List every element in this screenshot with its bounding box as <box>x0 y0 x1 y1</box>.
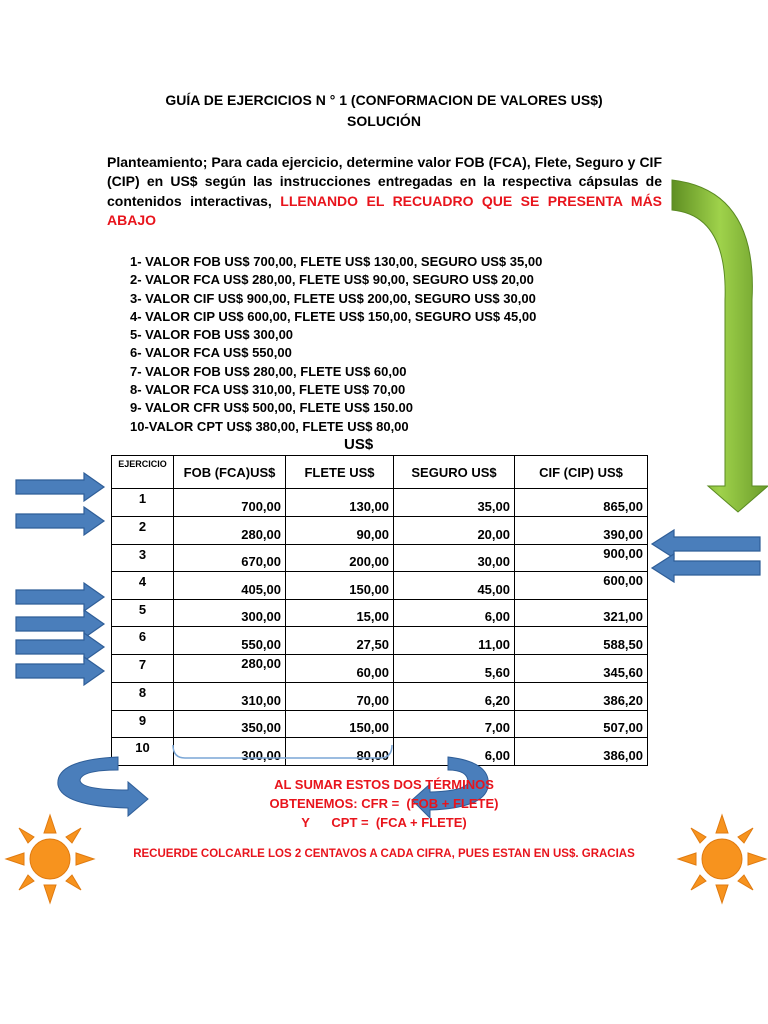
table-cell: 390,00 <box>515 517 648 545</box>
table-cell: 550,00 <box>174 627 286 655</box>
exercise-item: 4- VALOR CIP US$ 600,00, FLETE US$ 150,00, SEGURO US$ 45,00 <box>130 308 537 324</box>
sum-line-1: AL SUMAR ESTOS DOS TÉRMINOS <box>274 777 494 792</box>
title-line-1: GUÍA DE EJERCICIOS N ° 1 (CONFORMACION DE VALORES US$) <box>165 92 603 108</box>
table-cell: 350,00 <box>174 710 286 738</box>
table-cell: 9 <box>112 710 174 738</box>
table-cell: 5 <box>112 599 174 627</box>
exercise-item: 7- VALOR FOB US$ 280,00, FLETE US$ 60,00 <box>130 363 407 379</box>
bracket-icon <box>173 745 392 758</box>
table-header-cell: FOB (FCA)US$ <box>174 456 286 489</box>
table-cell: 15,00 <box>286 599 394 627</box>
table-cell: 321,00 <box>515 599 648 627</box>
table-caption: US$ <box>344 436 374 453</box>
table-cell: 280,00 <box>174 517 286 545</box>
table-cell: 600,00 <box>515 572 648 600</box>
problem-text: Planteamiento; Para cada ejercicio, determine valor FOB (FCA), Flete, Seguro y CIF (CIP) en US$ según las instrucciones entregadas en la respectiva cápsulas de contenidos interactivas, <box>107 154 662 209</box>
table-cell: 90,00 <box>286 517 394 545</box>
exercise-item: 6- VALOR FCA US$ 550,00 <box>130 345 292 361</box>
table-cell: 386,00 <box>515 738 648 766</box>
table-cell: 4 <box>112 572 174 600</box>
table-cell: 8 <box>112 682 174 710</box>
table-cell: 45,00 <box>394 572 515 600</box>
reminder-note: RECUERDE COLCARLE LOS 2 CENTAVOS A CADA CIFRA, PUES ESTAN EN US$. GRACIAS <box>133 848 635 860</box>
table-cell: 386,20 <box>515 682 648 710</box>
table-cell: 7,00 <box>394 710 515 738</box>
table-cell: 670,00 <box>174 544 286 572</box>
table-cell: 507,00 <box>515 710 648 738</box>
table-cell: 865,00 <box>515 489 648 517</box>
table-cell: 27,50 <box>286 627 394 655</box>
table-cell: 60,00 <box>286 654 394 682</box>
table-cell: 300,00 <box>174 738 286 766</box>
table-cell: 10 <box>112 738 174 766</box>
table-cell: 200,00 <box>286 544 394 572</box>
table-cell: 5,60 <box>394 654 515 682</box>
table-cell: 7 <box>112 654 174 682</box>
table-cell: 30,00 <box>394 544 515 572</box>
table-cell: 345,60 <box>515 654 648 682</box>
exercise-item: 10-VALOR CPT US$ 380,00, FLETE US$ 80,00 <box>130 418 409 434</box>
table-cell: 6 <box>112 627 174 655</box>
table-cell: 900,00 <box>515 544 648 572</box>
sum-line-3: Y CPT = (FCA + FLETE) <box>301 815 467 830</box>
sun-icon <box>4 813 96 905</box>
sum-explanation <box>0 775 768 832</box>
table-cell: 80,00 <box>286 738 394 766</box>
table-cell: 405,00 <box>174 572 286 600</box>
sum-line-2: OBTENEMOS: CFR = (FOB + FLETE) <box>269 796 499 811</box>
table-cell: 20,00 <box>394 517 515 545</box>
table-cell: 1 <box>112 489 174 517</box>
table-cell: 310,00 <box>174 682 286 710</box>
table-cell: 700,00 <box>174 489 286 517</box>
table-cell: 6,00 <box>394 599 515 627</box>
table-cell: 150,00 <box>286 710 394 738</box>
problem-highlight: LLENANDO EL RECUADRO QUE SE PRESENTA MÁS ABAJO <box>107 192 663 228</box>
table-cell: 588,50 <box>515 627 648 655</box>
exercise-item: 9- VALOR CFR US$ 500,00, FLETE US$ 150.00 <box>130 400 413 416</box>
exercise-item: 3- VALOR CIF US$ 900,00, FLETE US$ 200,00, SEGURO US$ 30,00 <box>130 290 536 306</box>
table-cell: 130,00 <box>286 489 394 517</box>
table-cell: 6,00 <box>394 738 515 766</box>
exercise-item: 2- VALOR FCA US$ 280,00, FLETE US$ 90,00, SEGURO US$ 20,00 <box>130 272 534 288</box>
exercise-item: 5- VALOR FOB US$ 300,00 <box>130 327 294 343</box>
table-header-cell: SEGURO US$ <box>394 456 515 489</box>
exercise-item: 1- VALOR FOB US$ 700,00, FLETE US$ 130,00, SEGURO US$ 35,00 <box>130 254 543 269</box>
table-header-cell: EJERCICIO <box>112 456 174 489</box>
table-header-cell: CIF (CIP) US$ <box>515 456 648 489</box>
table-header-cell: FLETE US$ <box>286 456 394 489</box>
table-cell: 280,00 <box>174 654 286 682</box>
exercise-item: 8- VALOR FCA US$ 310,00, FLETE US$ 70,00 <box>130 382 406 398</box>
table-cell: 35,00 <box>394 489 515 517</box>
sun-icon <box>676 813 768 905</box>
table-cell: 2 <box>112 517 174 545</box>
table-cell: 3 <box>112 544 174 572</box>
table-cell: 150,00 <box>286 572 394 600</box>
table-cell: 70,00 <box>286 682 394 710</box>
table-cell: 300,00 <box>174 599 286 627</box>
title-line-2: SOLUCIÓN <box>347 113 421 129</box>
table-cell: 6,20 <box>394 682 515 710</box>
table-cell: 11,00 <box>394 627 515 655</box>
